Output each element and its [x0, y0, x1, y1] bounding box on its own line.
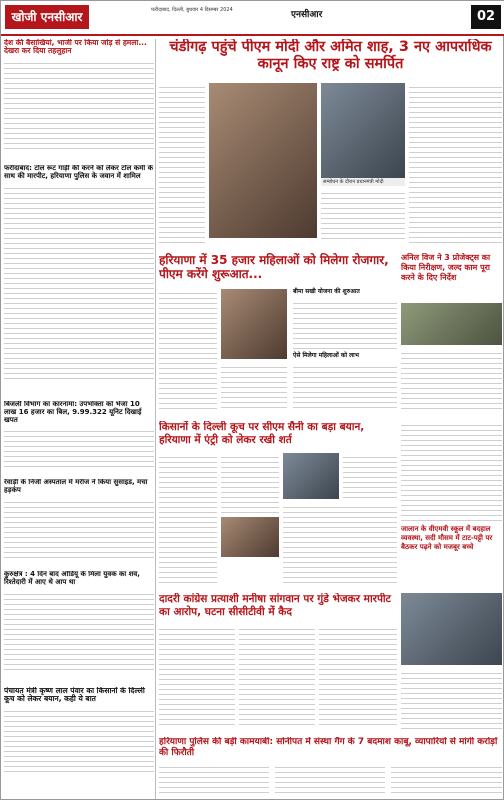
- body-text: [159, 453, 217, 583]
- headline: कुरुक्षेत्र : 4 दिन बाद ओडियू के मिला युवक का शव, रिश्तेदारी में आए थे आप था: [4, 571, 140, 586]
- story-anil-vij: [401, 253, 502, 413]
- body-text: [159, 289, 217, 411]
- headline: अनिल विज ने 3 प्रोजेक्ट्स का किया निरीक्षण, जल्द काम पूरा करने के दिए निर्देश: [401, 253, 491, 282]
- lead-body-col3: [409, 83, 502, 243]
- body-text: [159, 763, 269, 797]
- story-left-4: [4, 479, 154, 569]
- body-text: [159, 625, 235, 729]
- body-text: [275, 763, 385, 797]
- story-left-3: [4, 401, 154, 485]
- body-text: [221, 453, 279, 513]
- story-school: [401, 421, 502, 589]
- page-number: 02: [471, 5, 501, 29]
- left-column: [4, 39, 156, 799]
- school-photo: [401, 593, 502, 665]
- lead-body-col1: [159, 83, 205, 243]
- body-text: [4, 590, 154, 670]
- body-text: [401, 421, 502, 521]
- body-text: [401, 349, 502, 413]
- body-text: [221, 363, 287, 411]
- lead-headline: चंडीगढ़ पहुंचे पीएम मोदी और अमित शाह, 3 नए आपराधिक कानून किए राष्ट्र को समर्पित: [169, 39, 492, 72]
- body-text: [4, 184, 154, 379]
- body-text: [293, 363, 397, 411]
- headline: फरीदाबाद: टोल रूट गाड़ी की करने को लेकर टोल कर्मी के साथ की मारपीट, हरियाणा पुलिस के जवान में शामिल: [4, 165, 153, 180]
- body-text: [4, 427, 154, 471]
- body-text: [4, 59, 154, 149]
- body-text: [293, 299, 397, 349]
- masthead-rule: [1, 34, 504, 36]
- story-dadri: [159, 593, 397, 733]
- story-police: [159, 737, 502, 799]
- body-text: [319, 625, 397, 729]
- headline: बिजली विभाग का कारनामा: उपभोक्ता को भेजा 10 लाख 16 हजार का बिल, 9.99.322 यूनिट दिखाई खपत: [4, 401, 142, 424]
- story-left-1: [4, 39, 154, 159]
- headline: किसानों के दिल्ली कूच पर सीएम सैनी का बड़ा बयान, हरियाणा में एंट्री को लेकर रखी शर्त: [159, 421, 365, 446]
- body-text: [239, 625, 315, 729]
- lead-photo-caption: सम्बोधन के दौरान प्रधानमंत्री मोदी: [321, 178, 405, 186]
- story-farmers: [159, 421, 397, 589]
- story-photo: [283, 453, 339, 499]
- subhead: बीमा सखी योजना की शुरुआत: [293, 288, 360, 295]
- body-text: [283, 503, 397, 583]
- story-left-6: [4, 687, 154, 797]
- body-text: [4, 498, 154, 560]
- headline: जालान के वीएमवी स्कूल में बदहाल व्यवस्था, सदी मौसम में टाट-पट्टी पर बैठकर पढ़ने को मजबूर बच्चे: [401, 525, 493, 551]
- story-photo: [221, 289, 287, 359]
- headline: दादरी कांग्रेस प्रत्याशी मनीषा सांगवान पर गुंडे भेजकर मारपीट का आरोप, घटना सीसीटीवी में कैद: [159, 593, 391, 618]
- lead-photo-modi: [209, 83, 317, 238]
- headline: रेवाड़ी के निजी अस्पताल में मरीज ने किया सुसाइड, मचा हड़कंप: [4, 479, 148, 494]
- story-photo: [401, 303, 502, 345]
- headline: हरियाणा में 35 हजार महिलाओं को मिलेगा रोजगार, पीएम करेंगे शुरूआत...: [159, 253, 389, 281]
- subhead: ऐसे मिलेगा महिलाओं को लाभ: [293, 352, 359, 359]
- headline: पंचायत मंत्री कृष्ण लाल पंवार का किसानों के दिल्ली कूच को लेकर बयान, कही ये बात: [4, 687, 145, 704]
- masthead: [1, 1, 504, 35]
- date-line: फरीदाबाद, दिल्ली, बुधवार 4 दिसम्बर 2024: [151, 7, 233, 13]
- lead-story: [159, 39, 502, 251]
- headline: हरियाणा पुलिस की बड़ी कामयाबी: सोनीपत में संस्था गैंग के 7 बदमाश काबू, व्यापारियों से मांगी करोड़ों की फिरौती: [159, 737, 498, 758]
- brand-logo: खोजी एनसीआर: [5, 5, 89, 29]
- story-photo: [221, 517, 279, 557]
- headline: देश की बैसाखियां, भाजी पर किया जोड़ से हमला... देखरा कर दिया तहलुहान: [4, 39, 147, 56]
- lead-body-col2: [321, 189, 405, 243]
- main-area: [159, 39, 502, 799]
- school-body-text: [401, 669, 502, 733]
- body-text: [391, 763, 502, 797]
- lead-photo-ceremony: [321, 83, 405, 178]
- body-text: [343, 453, 397, 499]
- story-women-employment: [159, 253, 397, 415]
- story-left-2: [4, 165, 154, 397]
- body-text: [4, 707, 154, 775]
- section-name: एनसीआर: [291, 10, 323, 20]
- story-left-5: [4, 571, 154, 681]
